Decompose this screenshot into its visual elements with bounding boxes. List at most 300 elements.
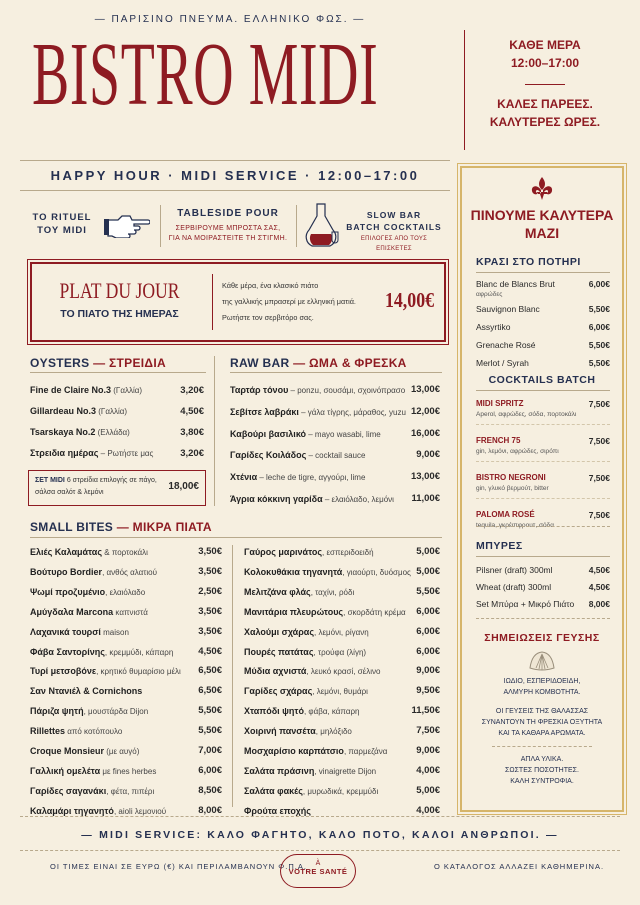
- drinks-sidebar: [460, 166, 624, 812]
- beer-name: Wheat (draft) 300ml: [476, 582, 552, 592]
- plat-du-jour-divider: [212, 274, 213, 330]
- closing-list: [462, 754, 622, 787]
- beer-title: ΜΠΥΡΕΣ: [476, 540, 523, 552]
- closing-line: ΣΩΣΤΕΣ ΠΟΣΟΤΗΤΕΣ.: [505, 767, 579, 774]
- plat-du-jour-subtitle: ΤΟ ΠΙΑΤΟ ΤΗΣ ΗΜΕΡΑΣ: [60, 308, 179, 320]
- menu-item-label: [30, 722, 122, 742]
- wine-row: [476, 321, 610, 333]
- menu-item-price: 5,50€: [198, 705, 222, 717]
- rule: [20, 816, 620, 817]
- menu-item-name: Fine de Claire No.3: [30, 385, 112, 395]
- cocktail-row: [476, 472, 610, 484]
- menu-item: [244, 762, 440, 782]
- menu-item: [244, 662, 440, 682]
- cocktail-desc: tequila, γκρέιπφρουτ, σόδα: [476, 522, 554, 529]
- cocktail-price: 7,50€: [588, 510, 610, 520]
- menu-item: [30, 401, 204, 422]
- wine-name: Grenache Rosé: [476, 340, 536, 350]
- menu-item-name: Gillardeau No.3: [30, 406, 97, 416]
- menu-item: [30, 543, 222, 563]
- happy-hour-banner: HAPPY HOUR · MIDI SERVICE · 12:00–17:00: [50, 168, 420, 183]
- menu-item-label: [244, 563, 411, 583]
- footer-left: ΟΙ ΤΙΜΕΣ ΕΙΝΑΙ ΣΕ ΕΥΡΩ (€) ΚΑΙ ΠΕΡΙΛΑΜΒΑΝΟΥΝ Φ.Π.Α.: [50, 862, 307, 871]
- service-slowbar-sub: ΕΠΙΛΟΓΕΣ ΑΠΟ ΤΟΥΣ ΕΠΙΣΚΕΤΕΣ: [360, 236, 428, 252]
- cocktail-desc: gin, λεμόνι, αφρώδες, σιρόπι: [476, 448, 559, 455]
- rule: [476, 556, 610, 557]
- service-tableside-title: TABLESIDE POUR: [177, 208, 279, 219]
- menu-item-label: [244, 623, 369, 643]
- wine-item: [476, 278, 610, 300]
- service-rituel-title-1: TO RITUEL: [32, 212, 92, 223]
- small-bites-title-gr: — ΜΙΚΡΑ ΠΙΑΤΑ: [116, 520, 212, 534]
- cocktail-price: 7,50€: [588, 436, 610, 446]
- plat-du-jour-desc-2: της γαλλικής μπρασερί με ελληνική ματιά.: [222, 297, 356, 306]
- menu-item-desc: – Ρωτήστε μας: [98, 449, 154, 458]
- beer-price: 8,00€: [588, 599, 610, 609]
- small-bites-left-list: [30, 543, 222, 822]
- menu-item-price: 5,00€: [416, 784, 440, 796]
- cocktail-name: BISTRO NEGRONI: [476, 473, 546, 482]
- menu-item-label: [30, 401, 127, 422]
- menu-item: [230, 402, 440, 424]
- menu-item-desc: (Γαλλία): [111, 386, 143, 395]
- menu-item-label: [30, 643, 173, 663]
- menu-item-price: 5,50€: [198, 725, 222, 737]
- menu-item-desc: , μηλόξιδο: [315, 727, 352, 737]
- cocktails-title: COCKTAILS BATCH: [488, 374, 596, 386]
- cocktail-row: [476, 435, 610, 447]
- hours: 12:00–17:00: [510, 56, 580, 70]
- wine-title: ΚΡΑΣΙ ΣΤΟ ΠΟΤΗΡΙ: [476, 256, 581, 268]
- menu-item-name: Λαχανικά τουρσί: [30, 626, 101, 637]
- menu-item-label: [30, 702, 148, 722]
- menu-item-price: 6,50€: [198, 685, 222, 697]
- menu-item-label: [30, 443, 153, 464]
- oyster-shell-icon: [528, 650, 556, 672]
- menu-item-label: [244, 762, 376, 782]
- rule: [476, 272, 610, 273]
- footer-slogan: — MIDI SERVICE: ΚΑΛΟ ΦΑΓΗΤΟ, ΚΑΛΟ ΠΟΤΟ, ΚΑΛΟΙ ΑΝΘΡΩΠΟΙ. —: [81, 829, 559, 841]
- menu-item-label: [30, 603, 148, 623]
- cocktail-row: [476, 509, 610, 521]
- beer-price: 4,50€: [588, 582, 610, 592]
- menu-item: [244, 722, 440, 742]
- menu-item-price: 3,80€: [180, 427, 204, 438]
- menu-item: [30, 702, 222, 722]
- menu-item-price: 5,00€: [416, 546, 440, 557]
- rule: [476, 390, 610, 391]
- rule: [30, 537, 442, 538]
- votre-sante-badge: [280, 854, 356, 888]
- menu-item-price: 3,20€: [180, 448, 204, 459]
- oysters-title-gr: — ΣΤΡΕΙΔΙΑ: [93, 356, 166, 370]
- rule: [20, 160, 450, 161]
- menu-item-label: [30, 762, 156, 782]
- menu-item: [30, 422, 204, 443]
- menu-item-desc: , ελαιόλαδο: [105, 587, 146, 597]
- menu-item-desc: , λευκό κρασί, σέλινο: [306, 667, 381, 677]
- notes-list: [462, 676, 622, 739]
- wine-row: [476, 339, 610, 351]
- menu-item-price: 5,50€: [416, 585, 440, 597]
- service-slowbar-title-2: BATCH COCKTAILS: [346, 222, 442, 232]
- set-midi-name: ΣΕΤ MIDI: [35, 477, 65, 484]
- menu-item-price: 2,50€: [198, 585, 222, 597]
- menu-item: [230, 424, 440, 446]
- menu-item-name: Πουρές πατάτας: [244, 646, 314, 657]
- menu-item-name: Ψωμί προζυμένιο: [30, 586, 106, 597]
- set-midi-box: [28, 470, 206, 506]
- menu-item-name: Croque Monsieur: [30, 746, 105, 757]
- hours-box: [470, 36, 620, 131]
- menu-item: [244, 742, 440, 762]
- menu-item-desc: , τρούφα (λίγη): [313, 647, 367, 657]
- menu-item-desc: , μυρωδικά, κρεμμύδι: [302, 786, 379, 796]
- menu-item: [244, 583, 440, 603]
- menu-item: [30, 762, 222, 782]
- hours-divider: [525, 84, 565, 85]
- cocktail-list: [476, 398, 610, 545]
- menu-item-label: [30, 682, 142, 702]
- menu-item-price: 6,00€: [416, 625, 440, 637]
- menu-item-desc: , σκορδάτη κρέμα: [343, 607, 406, 617]
- menu-item-desc: , λεμόνι, θυμάρι: [312, 687, 368, 697]
- beer-row: [476, 562, 610, 579]
- menu-item: [244, 643, 440, 663]
- menu-item: [244, 623, 440, 643]
- menu-item-name: Σαλάτα πράσινη: [244, 765, 315, 776]
- menu-item-label: [244, 643, 366, 663]
- menu-item-name: Μοσχαρίσιο καρπάτσιο: [244, 746, 344, 757]
- menu-item-name: Καλαμάρι τηγανητό: [30, 805, 114, 816]
- menu-item: [30, 662, 222, 682]
- menu-item-name: Χαλούμι σχάρας: [244, 626, 315, 637]
- sidebar-title-2: ΜΑΖΙ: [524, 225, 560, 241]
- menu-item-label: [30, 563, 157, 583]
- service-divider: [296, 205, 297, 247]
- tasting-note-line: ΚΑΙ ΤΑ ΚΑΘΑΡΑ ΑΡΩΜΑΤΑ.: [498, 730, 586, 737]
- menu-item-name: Φάβα Σαντορίνης: [30, 646, 105, 657]
- small-bites-heading: [30, 520, 212, 534]
- menu-item-label: [30, 782, 154, 802]
- menu-item-price: 12,00€: [410, 405, 440, 417]
- menu-item-name: Rillettes: [30, 726, 66, 737]
- oysters-heading: [30, 356, 166, 370]
- menu-item: [244, 603, 440, 623]
- menu-item-label: [244, 543, 374, 563]
- tasting-note-line: ΑΛΜΥΡΗ ΚΟΜΒΟΤΗΤΑ.: [503, 689, 581, 696]
- menu-item-name: Tsarskaya No.2: [30, 427, 96, 437]
- oysters-title: OYSTERS: [30, 356, 90, 370]
- beer-name: Pilsner (draft) 300ml: [476, 565, 553, 575]
- notes-title: ΣΗΜΕΙΩΣΕΙΣ ΓΕΥΣΗΣ: [484, 632, 600, 644]
- closing-line: ΑΠΛΑ ΥΛΙΚΑ.: [520, 756, 564, 763]
- menu-item: [30, 583, 222, 603]
- menu-item-label: [30, 543, 148, 563]
- cocktail-row: [476, 398, 610, 410]
- raw-bar-list: [230, 380, 440, 511]
- menu-item-price: 3,50€: [198, 605, 222, 617]
- menu-item-price: 4,50€: [180, 406, 204, 417]
- cocktail-name: MIDI SPRITZ: [476, 399, 524, 408]
- wine-price: 6,00€: [588, 322, 610, 332]
- menu-item-desc: – ponzu, σουσάμι, σχοινόπρασο: [288, 386, 406, 395]
- wine-name: Blanc de Blancs Brut: [476, 279, 555, 289]
- menu-item-name: Κολοκυθάκια τηγανητά: [244, 566, 343, 577]
- menu-item: [244, 563, 440, 583]
- menu-item-name: Χτένια: [230, 472, 258, 483]
- small-bites-right-list: [244, 543, 440, 822]
- menu-item-label: [230, 489, 394, 511]
- menu-item-price: 9,00€: [416, 449, 440, 461]
- footer-right: Ο ΚΑΤΑΛΟΓΟΣ ΑΛΛΑΖΕΙ ΚΑΘΗΜΕΡΙΝΑ.: [434, 862, 605, 871]
- menu-item-desc: – ελαιόλαδο, λεμόνι: [322, 494, 394, 504]
- menu-item: [30, 742, 222, 762]
- beer-price: 4,50€: [588, 565, 610, 575]
- carafe-icon: [302, 202, 340, 250]
- cocktail-price: 7,50€: [588, 473, 610, 483]
- service-divider: [160, 205, 161, 247]
- menu-item-label: [230, 467, 365, 489]
- menu-item-name: Τυρί μετσοβόνε: [30, 666, 97, 677]
- menu-item-desc: & πορτοκάλι: [102, 548, 148, 557]
- menu-item: [244, 543, 440, 563]
- menu-item-label: [30, 662, 181, 682]
- beer-row: [476, 579, 610, 596]
- menu-item-price: 8,50€: [198, 784, 222, 796]
- plat-du-jour-desc-3: Ρωτήστε τον σερβιτόρο σας.: [222, 313, 314, 322]
- menu-item-desc: , ανθός αλατιού: [102, 567, 157, 577]
- service-rituel-title-2: ΤΟΥ MIDI: [37, 225, 87, 236]
- menu-item-desc: – leche de tigre, αγγούρι, lime: [257, 473, 366, 483]
- rule: [20, 850, 620, 851]
- set-midi-desc-2: σάλσα σαλότ & λεμόνι: [35, 489, 104, 496]
- menu-item-price: 9,50€: [416, 685, 440, 697]
- menu-item-name: Καβούρι βασιλικό: [230, 428, 307, 439]
- service-rituel: [22, 212, 102, 236]
- menu-item-price: 6,00€: [416, 645, 440, 657]
- hours-label: ΚΑΘΕ ΜΕΡΑ: [509, 38, 581, 52]
- menu-item-price: 4,00€: [416, 804, 440, 816]
- tasting-note-line: ΙΩΔΙΟ, ΕΣΠΕΡΙΔΟΕΙΔΗ,: [503, 678, 581, 685]
- menu-item-desc: – mayo wasabi, lime: [306, 429, 381, 439]
- menu-item-label: [30, 583, 145, 603]
- menu-item-name: Πάριζα ψητή: [30, 706, 84, 717]
- wine-row: [476, 303, 610, 315]
- menu-item: [30, 682, 222, 702]
- raw-bar-title: RAW BAR: [230, 356, 290, 370]
- menu-item-price: 5,00€: [416, 565, 440, 577]
- beer-list: [476, 562, 610, 613]
- menu-item-label: [244, 722, 352, 742]
- menu-item-label: [230, 380, 405, 402]
- sidebar-title-1: ΠΙΝΟΥΜΕ ΚΑΛΥΤΕΡΑ: [470, 207, 614, 223]
- wine-price: 5,50€: [588, 304, 610, 314]
- rule: [492, 746, 592, 747]
- menu-item-desc: , λεμόνι, ρίγανη: [314, 627, 369, 637]
- cocktail-item: [476, 435, 610, 462]
- menu-item-name: Γαρίδες σαγανάκι: [30, 785, 107, 796]
- menu-item-price: 11,50€: [411, 705, 440, 717]
- menu-item-name: Άγρια κόκκινη γαρίδα: [230, 493, 323, 504]
- menu-item-label: [30, 623, 129, 643]
- plat-du-jour-box: [30, 262, 446, 342]
- menu-item-desc: , παρμεζάνα: [343, 747, 388, 757]
- service-slowbar: [344, 210, 444, 254]
- menu-item-label: [230, 402, 406, 424]
- menu-item-price: 4,00€: [416, 764, 440, 776]
- menu-item-name: Χοιρινή πανσέτα: [244, 726, 316, 737]
- menu-item-label: [244, 603, 406, 623]
- tasting-note-line: ΟΙ ΓΕΥΣΕΙΣ ΤΗΣ ΘΑΛΑΣΣΑΣ: [495, 708, 589, 715]
- cocktail-item: [476, 509, 610, 535]
- menu-item: [30, 623, 222, 643]
- wine-item: [476, 339, 610, 351]
- wine-price: 5,50€: [588, 340, 610, 350]
- wine-price: 5,50€: [588, 358, 610, 368]
- menu-item-label: [30, 380, 142, 401]
- wine-name: Assyrtiko: [476, 322, 511, 332]
- menu-item-price: 4,50€: [198, 645, 222, 657]
- motto-2: ΚΑΛΥΤΕΡΕΣ ΩΡΕΣ.: [489, 115, 601, 129]
- raw-bar-heading: [230, 356, 407, 370]
- closing-line: ΚΑΛΗ ΣΥΝΤΡΟΦΙΑ.: [510, 778, 574, 785]
- menu-item: [30, 603, 222, 623]
- menu-item-desc: , κρεμμύδι, κάπαρη: [104, 647, 174, 657]
- oysters-list: [30, 380, 204, 464]
- menu-item-label: [30, 802, 166, 822]
- menu-item-label: [244, 583, 354, 603]
- menu-item-price: 16,00€: [410, 427, 440, 439]
- service-tableside: [166, 208, 290, 244]
- menu-item-name: Βούτυρο Bordier: [30, 566, 103, 577]
- menu-item-price: 3,50€: [198, 546, 222, 557]
- menu-item-desc: , φάβα, κάπαρη: [303, 707, 360, 717]
- small-bites-title: SMALL BITES: [30, 520, 114, 534]
- plat-du-jour-price: 14,00€: [384, 288, 435, 312]
- cocktail-item: [476, 398, 610, 425]
- menu-item-price: 7,50€: [416, 725, 440, 737]
- menu-item-price: 8,00€: [198, 804, 222, 816]
- menu-item-desc: – γάλα τίγρης, μάραθος, yuzu: [298, 407, 406, 417]
- menu-item-desc: , vinaigrette Dijon: [314, 766, 377, 776]
- menu-item: [30, 782, 222, 802]
- tagline: — ΠΑΡΙΣΙΝΟ ΠΝΕΥΜΑ. ΕΛΛΗΝΙΚΟ ΦΩΣ. —: [94, 14, 366, 25]
- menu-item-label: [244, 802, 311, 822]
- menu-item-name: Ελιές Καλαμάτας: [30, 547, 103, 557]
- wine-item: [476, 303, 610, 315]
- menu-item: [30, 380, 204, 401]
- menu-item-name: Στρειδια ημέρας: [30, 448, 99, 458]
- badge-line-1: À: [315, 860, 321, 867]
- motto-1: ΚΑΛΕΣ ΠΑΡΕΕΣ.: [497, 97, 593, 111]
- cocktail-price: 7,50€: [588, 399, 610, 409]
- plat-du-jour-desc-1: Κάθε μέρα, ένα κλασικό πιάτο: [222, 281, 319, 290]
- logo: BISTRO MIDI: [32, 25, 379, 124]
- beer-name: Set Μπύρα + Μικρό Πιάτο: [476, 599, 575, 609]
- menu-item-desc: , εσπεριδοειδή: [322, 548, 374, 557]
- menu-item-label: [244, 782, 378, 802]
- service-tableside-sub-1: ΣΕΡΒΙΡΟΥΜΕ ΜΠΡΟΣΤΑ ΣΑΣ,: [175, 225, 281, 232]
- menu-item-name: Μύδια αχνιστά: [244, 666, 307, 677]
- menu-item-price: 3,50€: [198, 565, 222, 577]
- menu-item-price: 13,00€: [410, 471, 440, 483]
- wine-item: [476, 357, 610, 369]
- raw-bar-title-gr: — ΩΜΑ & ΦΡΕΣΚΑ: [293, 356, 407, 370]
- menu-item: [30, 443, 204, 464]
- menu-item-desc: από κοτόπουλο: [65, 727, 123, 737]
- cocktail-desc: gin, γλυκό βερμούτ, bitter: [476, 485, 549, 492]
- menu-item: [244, 702, 440, 722]
- plat-du-jour-title: PLAT DU JOUR: [59, 278, 180, 303]
- menu-item-name: Γαρίδες Κοιλάδος: [230, 450, 307, 461]
- menu-item-desc: , φέτα, πιπέρι: [106, 786, 155, 796]
- menu-item-name: Γαύρος μαρινάτος: [244, 547, 323, 557]
- wine-row: [476, 278, 610, 290]
- menu-item-desc: , ταχίνι, ρόδι: [310, 587, 355, 597]
- cocktail-name: PALOMA ROSÉ: [476, 510, 535, 519]
- cocktail-item: [476, 472, 610, 499]
- pointing-hand-icon: [104, 212, 150, 238]
- column-divider: [214, 356, 215, 506]
- menu-item: [230, 467, 440, 489]
- menu-item-label: [244, 742, 387, 762]
- set-midi-price: 18,00€: [168, 481, 199, 492]
- menu-item-name: Σαλάτα φακές: [244, 785, 303, 796]
- menu-item-name: Ταρτάρ τόνου: [230, 385, 289, 395]
- menu-item-desc: , aioli λεμονιού: [113, 806, 167, 816]
- header-divider: [464, 30, 465, 150]
- menu-item-name: Γαλλική ομελέτα: [30, 765, 101, 776]
- menu-item: [244, 782, 440, 802]
- menu-item-desc: , κρητικό θυμαρίσιο μέλι: [96, 667, 181, 677]
- wine-name: Merlot / Syrah: [476, 358, 529, 368]
- menu-item-desc: καπνιστά: [113, 607, 148, 617]
- menu-item-price: 9,00€: [416, 745, 440, 757]
- tasting-note-line: ΣΥΝΑΝΤΟΥΝ ΤΗ ΦΡΕΣΚΙΑ ΟΞΥΤΗΤΑ: [481, 719, 603, 726]
- menu-item-desc: – cocktail sauce: [306, 451, 366, 461]
- set-midi-desc-1: 6 στρείδια επιλογής σε πάγο,: [64, 477, 157, 484]
- menu-item-label: [244, 662, 380, 682]
- menu-item-label: [230, 424, 381, 446]
- beer-row: [476, 596, 610, 613]
- menu-item-price: 13,00€: [410, 384, 440, 395]
- menu-item-label: [30, 422, 130, 443]
- menu-item: [230, 380, 440, 402]
- badge-line-2: VOTRE SANTÉ: [288, 867, 348, 876]
- wine-name: Sauvignon Blanc: [476, 304, 540, 314]
- menu-item-desc: maison: [100, 627, 129, 637]
- cocktail-name: FRENCH 75: [476, 436, 521, 445]
- menu-item: [30, 563, 222, 583]
- menu-item-name: Χταπόδι ψητό: [244, 706, 304, 717]
- menu-item-desc: , μουστάρδα Dijon: [83, 707, 149, 717]
- menu-item: [244, 802, 440, 822]
- menu-item: [230, 489, 440, 511]
- menu-item-label: [30, 742, 139, 762]
- menu-item-name: Γαρίδες σχάρας: [244, 686, 313, 697]
- rule: [20, 190, 450, 191]
- service-tableside-sub-2: ΓΙΑ ΝΑ ΜΟΙΡΑΣΤΕΙΤΕ ΤΗ ΣΤΙΓΜΗ.: [168, 235, 288, 242]
- cocktail-desc: Aperol, αφρώδες, σόδα, πορτοκάλι: [476, 411, 577, 418]
- menu-item-name: Μανιτάρια πλευρώτους: [244, 606, 344, 617]
- menu-item: [30, 643, 222, 663]
- menu-item: [230, 445, 440, 467]
- menu-item-price: 6,50€: [198, 665, 222, 677]
- menu-item-desc: με fines herbes: [100, 766, 157, 776]
- menu-item-desc: (Γαλλία): [96, 407, 128, 416]
- menu-item-price: 6,00€: [416, 605, 440, 617]
